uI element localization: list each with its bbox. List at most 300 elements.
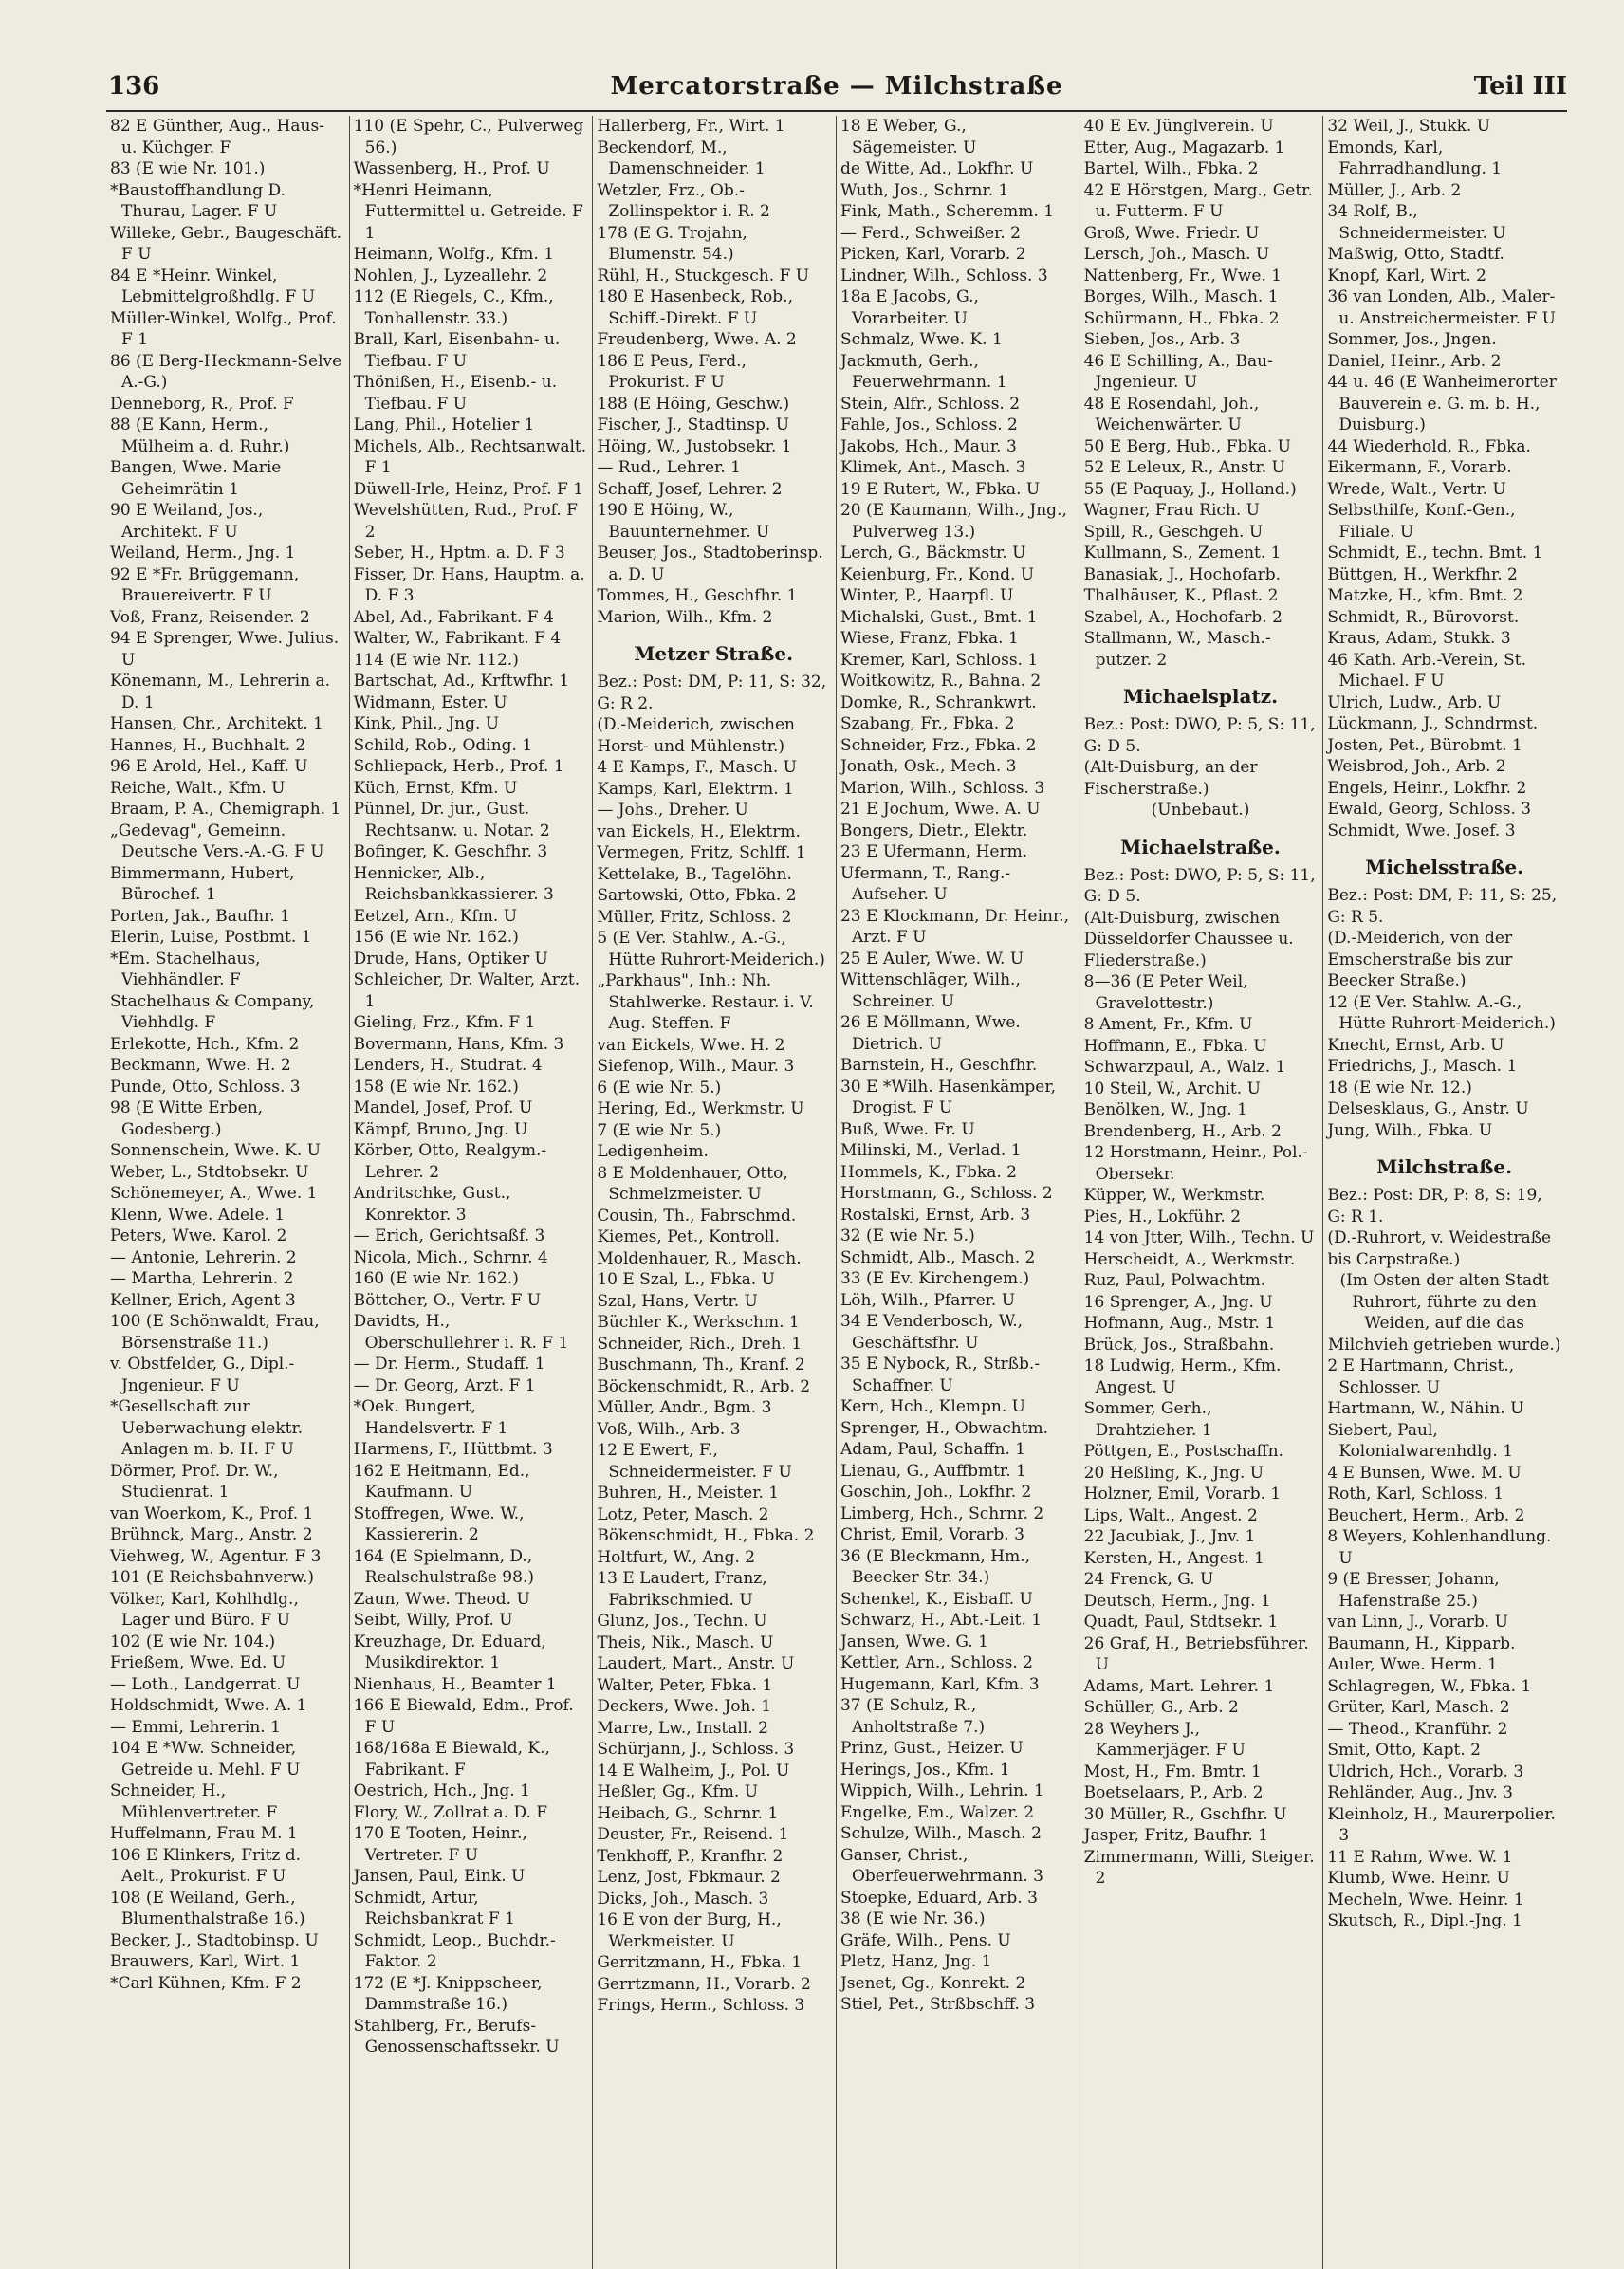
directory-entry: Goschin, Joh., Lokfhr. 2 xyxy=(840,1483,1032,1502)
directory-entry: 40 E Ev. Jünglverein. U xyxy=(1083,117,1274,136)
directory-entry: — Emmi, Lehrerin. 1 xyxy=(110,1717,281,1737)
directory-entry: Hannes, H., Buchhalt. 2 xyxy=(110,735,306,755)
directory-entry: Maßwig, Otto, Stadtf. xyxy=(1327,245,1504,264)
directory-entry: Stachelhaus & Company, Viehhdlg. F xyxy=(110,991,320,1032)
directory-entry: Lenders, H., Studrat. 4 xyxy=(353,1056,543,1075)
directory-entry: 84 E *Heinr. Winkel, Lebmittelgroßhdlg. F U xyxy=(110,266,316,306)
directory-entry: Stein, Alfr., Schloss. 2 xyxy=(840,394,1021,414)
directory-entry: Most, H., Fm. Bmtr. 1 xyxy=(1083,1762,1262,1781)
directory-entry: Rostalski, Ernst, Arb. 3 xyxy=(840,1205,1031,1225)
directory-entry: Sprenger, H., Obwachtm. xyxy=(840,1418,1049,1438)
directory-entry: Müller, J., Arb. 2 xyxy=(1327,180,1462,200)
directory-entry: 102 (E wie Nr. 104.) xyxy=(110,1632,276,1651)
directory-entry: Jackmuth, Gerh., Feuerwehrmann. 1 xyxy=(840,351,1007,392)
directory-entry: Quadt, Paul, Stdtsekr. 1 xyxy=(1083,1613,1279,1632)
directory-entry: van Eickels, Wwe. H. 2 xyxy=(597,1035,785,1055)
directory-entry: Jakobs, Hch., Maur. 3 xyxy=(840,436,1017,456)
directory-entry: Sommer, Jos., Jngen. xyxy=(1327,330,1497,349)
directory-entry: Schönemeyer, A., Wwe. 1 xyxy=(110,1184,318,1203)
directory-entry: Schild, Rob., Oding. 1 xyxy=(353,735,533,755)
directory-entry: Lips, Walt., Angest. 2 xyxy=(1083,1505,1258,1525)
directory-entry: Emonds, Karl, Fahrradhandlung. 1 xyxy=(1327,138,1503,178)
directory-entry: Kreuzhage, Dr. Eduard, Musikdirektor. 1 xyxy=(353,1632,552,1672)
directory-entry: 26 Graf, H., Betriebsführer. U xyxy=(1083,1633,1315,1674)
directory-entry: 12 E Ewert, F., Schneidermeister. F U xyxy=(597,1441,792,1482)
directory-entry: Widmann, Ester. U xyxy=(353,692,508,712)
directory-entry: — Antonie, Lehrerin. 2 xyxy=(110,1247,297,1267)
directory-entry: Bongers, Dietr., Elektr. xyxy=(840,821,1028,840)
directory-entry: 35 E Nybock, R., Strßb.-Schaffner. U xyxy=(840,1355,1041,1395)
directory-entry: 82 E Günther, Aug., Haus- u. Küchger. F xyxy=(110,117,330,157)
directory-entry: Adam, Paul, Schaffn. 1 xyxy=(840,1440,1026,1459)
directory-entry: Sartowski, Otto, Fbka. 2 xyxy=(597,886,797,905)
directory-entry: Szabel, A., Hochofarb. 2 xyxy=(1083,607,1283,627)
directory-entry: Baumann, H., Kipparb. xyxy=(1327,1633,1516,1653)
directory-entry: 32 (E wie Nr. 5.) xyxy=(840,1227,975,1245)
directory-entry: 2 E Hartmann, Christ., Schlosser. U xyxy=(1327,1356,1520,1397)
directory-entry: Küch, Ernst, Kfm. U xyxy=(353,778,518,798)
directory-entry: 178 (E G. Trojahn, Blumenstr. 54.) xyxy=(597,223,753,264)
directory-entry: *Oek. Bungert, Handelsvertr. F 1 xyxy=(353,1397,508,1438)
street-note: Bez.: Post: DM, P: 11, S: 32, G: R 2. xyxy=(597,673,832,713)
directory-entry: Picken, Karl, Vorarb. 2 xyxy=(840,245,1026,264)
directory-entry: Stiel, Pet., Strßbschff. 3 xyxy=(840,1995,1036,2014)
directory-entry: 18 (E wie Nr. 12.) xyxy=(1327,1078,1472,1098)
street-heading: Michaelsplatz. xyxy=(1122,685,1279,708)
directory-entry: Kullmann, S., Zement. 1 xyxy=(1083,544,1282,563)
directory-entry: 106 E Klinkers, Fritz d. Aelt., Prokurist. F U xyxy=(110,1845,306,1886)
directory-entry: 12 (E Ver. Stahlw. A.-G., Hütte Ruhrort-Meiderich.) xyxy=(1327,992,1556,1033)
directory-entry: Deutsch, Herm., Jng. 1 xyxy=(1083,1591,1271,1611)
directory-entry: 32 Weil, J., Stukk. U xyxy=(1327,117,1491,136)
directory-entry: Adams, Mart. Lehrer. 1 xyxy=(1083,1676,1275,1696)
directory-entry: Frießem, Wwe. Ed. U xyxy=(110,1653,286,1672)
directory-entry: Auler, Wwe. Herm. 1 xyxy=(1327,1655,1498,1674)
directory-entry: Nohlen, J., Lyzeallehr. 2 xyxy=(353,266,548,286)
directory-entry: Heimann, Wolfg., Kfm. 1 xyxy=(353,245,555,264)
directory-entry: Kersten, H., Angest. 1 xyxy=(1083,1548,1264,1568)
street-note: Bez.: Post: DWO, P: 5, S: 11, G: D 5. xyxy=(1083,715,1321,756)
directory-entry: Lindner, Wilh., Schloss. 3 xyxy=(840,266,1048,286)
directory-entry: 110 (E Spehr, C., Pulverweg 56.) xyxy=(353,117,589,157)
directory-entry: 46 E Schilling, A., Bau-Jngenieur. U xyxy=(1083,351,1273,392)
directory-entry: Andritschke, Gust., Konrektor. 3 xyxy=(353,1184,516,1225)
directory-entry: Frings, Herm., Schloss. 3 xyxy=(597,1996,805,2015)
directory-entry: Schüller, G., Arb. 2 xyxy=(1083,1698,1239,1717)
directory-entry: Bökenschmidt, H., Fbka. 2 xyxy=(597,1526,815,1545)
directory-entry: Michels, Alb., Rechtsanwalt. F 1 xyxy=(353,436,592,477)
street-note: (Unbebaut.) xyxy=(1151,801,1250,820)
directory-entry: Hugemann, Karl, Kfm. 3 xyxy=(840,1674,1040,1694)
directory-entry: Schulze, Wilh., Masch. 2 xyxy=(840,1824,1042,1843)
directory-entry: Stoffregen, Wwe. W., Kassiererin. 2 xyxy=(353,1503,529,1544)
directory-entry: 14 von Jtter, Wilh., Techn. U xyxy=(1083,1228,1315,1247)
directory-entry: Buß, Wwe. Fr. U xyxy=(840,1119,975,1139)
directory-entry: 34 E Venderbosch, W., Geschäftsfhr. U xyxy=(840,1312,1028,1353)
directory-entry: Stallmann, W., Masch.-putzer. 2 xyxy=(1083,629,1271,670)
directory-entry: Banasiak, J., Hochofarb. xyxy=(1083,564,1282,584)
directory-entry: 23 E Klockmann, Dr. Heinr., Arzt. F U xyxy=(840,906,1075,947)
directory-entry: 10 E Szal, L., Fbka. U xyxy=(597,1270,775,1289)
directory-entry: Rühl, H., Stuckgesch. F U xyxy=(597,266,810,286)
directory-entry: Lotz, Peter, Masch. 2 xyxy=(597,1504,769,1524)
street-note: Bez.: Post: DM, P: 11, S: 25, G: R 5. xyxy=(1327,886,1562,927)
directory-entry: Ruz, Paul, Polwachtm. xyxy=(1083,1271,1266,1290)
directory-entry: Marre, Lw., Install. 2 xyxy=(597,1718,768,1738)
directory-entry: 8 Weyers, Kohlenhandlung. U xyxy=(1327,1527,1557,1568)
directory-entry: 48 E Rosendahl, Joh., Weichenwärter. U xyxy=(1083,394,1264,434)
directory-entry: — Johs., Dreher. U xyxy=(597,801,748,820)
directory-entry: Spill, R., Geschgeh. U xyxy=(1083,522,1264,542)
directory-entry: 19 E Rutert, W., Fbka. U xyxy=(840,479,1041,499)
directory-entry: Schlagregen, W., Fbka. 1 xyxy=(1327,1676,1532,1696)
directory-entry: Moldenhauer, R., Masch. xyxy=(597,1248,802,1268)
directory-entry: Nicola, Mich., Schrnr. 4 xyxy=(353,1247,548,1267)
directory-entry: Voß, Franz, Reisender. 2 xyxy=(110,607,310,627)
directory-entry: Vermegen, Fritz, Schlff. 1 xyxy=(597,843,806,862)
directory-entry: Michalski, Gust., Bmt. 1 xyxy=(840,607,1038,627)
directory-entry: *Baustoffhandlung D. Thurau, Lager. F U xyxy=(110,180,291,221)
directory-entry: Hommels, K., Fbka. 2 xyxy=(840,1162,1017,1182)
directory-entry: Sommer, Gerh., Drahtzieher. 1 xyxy=(1083,1399,1217,1440)
directory-entry: Brühnck, Marg., Anstr. 2 xyxy=(110,1525,313,1544)
directory-entry: Ulrich, Ludw., Arb. U xyxy=(1327,692,1502,712)
directory-entry: Jasper, Fritz, Baufhr. 1 xyxy=(1083,1826,1268,1845)
directory-entry: Kellner, Erich, Agent 3 xyxy=(110,1290,296,1310)
directory-entry: Schmidt, R., Bürovorst. xyxy=(1327,607,1520,627)
directory-entry: 33 (E Ev. Kirchengem.) xyxy=(840,1269,1030,1288)
directory-entry: Lerch, G., Bäckmstr. U xyxy=(840,544,1026,563)
directory-entry: Tenkhoff, P., Kranfhr. 2 xyxy=(597,1846,784,1866)
directory-entry: Oestrich, Hch., Jng. 1 xyxy=(353,1781,530,1800)
column-3 xyxy=(593,116,837,2269)
directory-entry: 98 (E Witte Erben, Godesberg.) xyxy=(110,1098,268,1139)
directory-entry: — Martha, Lehrerin. 2 xyxy=(110,1269,294,1288)
directory-entry: Brall, Karl, Eisenbahn- u. Tiefbau. F U xyxy=(353,330,565,371)
directory-entry: Winter, P., Haarpfl. U xyxy=(840,586,1014,605)
directory-entry: Schmidt, E., techn. Bmt. 1 xyxy=(1327,544,1543,563)
directory-entry: Benölken, W., Jng. 1 xyxy=(1083,1100,1247,1119)
directory-entry: 36 van Londen, Alb., Maler- u. Anstreichermeister. F U xyxy=(1327,287,1560,328)
directory-entry: Davidts, H., Oberschullehrer i. R. F 1 xyxy=(353,1312,569,1353)
directory-entry: Wetzler, Frz., Ob.-Zollinspektor i. R. 2 xyxy=(597,180,770,221)
street-heading: Metzer Straße. xyxy=(634,642,794,665)
directory-entry: Huffelmann, Frau M. 1 xyxy=(110,1824,298,1843)
directory-entry: Lückmann, J., Schndrmst. xyxy=(1327,714,1539,733)
directory-entry: Nienhaus, H., Beamter 1 xyxy=(353,1674,557,1694)
directory-entry: 88 (E Kann, Herm., Mülheim a. d. Ruhr.) xyxy=(110,415,290,456)
directory-entry: 16 E von der Burg, H., Werkmeister. U xyxy=(597,1910,787,1951)
directory-entry: Tommes, H., Geschfhr. 1 xyxy=(597,586,798,605)
directory-entry: Szabang, Fr., Fbka. 2 xyxy=(840,714,1015,733)
directory-entry: Bofinger, K. Geschfhr. 3 xyxy=(353,842,548,861)
directory-entry: Pünnel, Dr. jur., Gust. Rechtsanw. u. Notar. 2 xyxy=(353,800,550,840)
directory-entry: Jansen, Paul, Eink. U xyxy=(353,1867,526,1886)
directory-entry: Roth, Karl, Schloss. 1 xyxy=(1327,1485,1504,1503)
directory-entry: Kämpf, Bruno, Jng. U xyxy=(353,1119,528,1139)
directory-entry: Schmidt, Wwe. Josef. 3 xyxy=(1327,821,1516,840)
directory-entry: Jansen, Wwe. G. 1 xyxy=(840,1632,988,1651)
directory-entry: Beuchert, Herm., Arb. 2 xyxy=(1327,1505,1525,1525)
directory-entry: Holzner, Emil, Vorarb. 1 xyxy=(1083,1485,1282,1503)
directory-entry: Weisbrod, Joh., Arb. 2 xyxy=(1327,757,1506,776)
directory-entry: 160 (E wie Nr. 162.) xyxy=(353,1269,519,1288)
directory-entry: 164 (E Spielmann, D., Realschulstraße 98.) xyxy=(353,1546,538,1587)
directory-entry: Siefenop, Wilh., Maur. 3 xyxy=(597,1057,795,1076)
directory-entry: Kleinholz, H., Maurerpolier. 3 xyxy=(1327,1804,1561,1845)
directory-entry: Müller, Andr., Bgm. 3 xyxy=(597,1398,772,1417)
directory-entry: Schmidt, Artur, Reichsbankrat F 1 xyxy=(353,1888,515,1928)
directory-entry: Pletz, Hanz, Jng. 1 xyxy=(840,1952,992,1971)
directory-entry: Glunz, Jos., Techn. U xyxy=(597,1612,767,1631)
directory-entry: Limberg, Hch., Schrnr. 2 xyxy=(840,1503,1044,1523)
directory-entry: Zaun, Wwe. Theod. U xyxy=(353,1589,530,1609)
directory-entry: Uldrich, Hch., Vorarb. 3 xyxy=(1327,1762,1524,1781)
directory-entry: Schneider, Frz., Fbka. 2 xyxy=(840,735,1037,755)
directory-entry: Büchler K., Werkschm. 1 xyxy=(597,1313,800,1332)
directory-entry: Deckers, Wwe. Joh. 1 xyxy=(597,1697,772,1716)
directory-entry: Viehweg, W., Agentur. F 3 xyxy=(110,1546,322,1566)
directory-entry: 172 (E *J. Knippscheer, Dammstraße 16.) xyxy=(353,1973,547,2014)
directory-entry: Knecht, Ernst, Arb. U xyxy=(1327,1035,1504,1055)
directory-entry: Löh, Wilh., Pfarrer. U xyxy=(840,1290,1016,1310)
directory-entry: Barnstein, H., Geschfhr. xyxy=(840,1056,1038,1075)
directory-entry: Hennicker, Alb., Reichsbankkassierer. 3 xyxy=(353,863,554,904)
directory-entry: Jsenet, Gg., Konrekt. 2 xyxy=(840,1973,1026,1993)
directory-entry: Dicks, Joh., Masch. 3 xyxy=(597,1889,769,1909)
directory-entry: Beckmann, Wwe. H. 2 xyxy=(110,1056,291,1075)
directory-entry: Willeke, Gebr., Baugeschäft. F U xyxy=(110,223,347,264)
directory-entry: Wiese, Franz, Fbka. 1 xyxy=(840,629,1019,648)
directory-entry: Kettler, Arn., Schloss. 2 xyxy=(840,1653,1033,1672)
directory-entry: 6 (E wie Nr. 5.) xyxy=(597,1078,722,1098)
page-number: 136 xyxy=(108,72,160,101)
directory-entry: Beckendorf, M., Damenschneider. 1 xyxy=(597,138,766,178)
directory-entry: Ganser, Christ., Oberfeuerwehrmann. 3 xyxy=(840,1845,1043,1886)
directory-entry: Schwarz, H., Abt.-Leit. 1 xyxy=(840,1611,1043,1630)
directory-entry: 158 (E wie Nr. 162.) xyxy=(353,1077,519,1097)
directory-entry: 18 Ludwig, Herm., Kfm. Angest. U xyxy=(1083,1356,1286,1397)
directory-entry: 108 (E Weiland, Gerh., Blumenthalstraße 16.) xyxy=(110,1888,305,1928)
directory-entry: 18a E Jacobs, G., Vorarbeiter. U xyxy=(840,287,985,328)
directory-entry: 46 Kath. Arb.-Verein, St. Michael. F U xyxy=(1327,650,1532,691)
directory-entry: 12 Horstmann, Heinr., Pol.-Obersekr. xyxy=(1083,1143,1308,1184)
directory-entry: 30 Müller, R., Gschfhr. U xyxy=(1083,1804,1287,1824)
page-header xyxy=(106,68,1567,112)
directory-entry: 42 E Hörstgen, Marg., Getr. u. Futterm. F U xyxy=(1083,180,1319,221)
directory-entry: 101 (E Reichsbahnverw.) xyxy=(110,1568,315,1587)
street-note: (D.-Meiderich, zwischen Horst- und Mühlenstr.) xyxy=(597,715,801,756)
directory-entry: Porten, Jak., Baufhr. 1 xyxy=(110,906,290,926)
directory-entry: Thalhäuser, K., Pflast. 2 xyxy=(1083,586,1279,605)
directory-entry: Lersch, Joh., Masch. U xyxy=(1083,245,1270,264)
directory-entry: Bovermann, Hans, Kfm. 3 xyxy=(353,1034,564,1054)
directory-entry: Wrede, Walt., Vertr. U xyxy=(1327,479,1506,499)
directory-entry: Büttgen, H., Werkfhr. 2 xyxy=(1327,564,1518,584)
directory-entry: Heibach, G., Schrnr. 1 xyxy=(597,1803,779,1823)
directory-entry: Gerritzmann, H., Fbka. 1 xyxy=(597,1953,803,1972)
directory-entry: 24 Frenck, G. U xyxy=(1083,1570,1214,1589)
directory-entry: Wittenschläger, Wilh., Schreiner. U xyxy=(840,970,1026,1011)
directory-entry: 114 (E wie Nr. 112.) xyxy=(353,650,519,670)
street-note: (Im Osten der alten Stadt Ruhrort, führte zu den Weiden, auf die das Milchvieh getrieben wurde.) xyxy=(1327,1271,1561,1355)
directory-entry: Lenz, Jost, Fbkmaur. 2 xyxy=(597,1868,781,1887)
directory-entry: 83 (E wie Nr. 101.) xyxy=(110,159,266,178)
directory-entry: 30 E *Wilh. Hasenkämper, Drogist. F U xyxy=(840,1077,1061,1117)
directory-entry: Boetselaars, P., Arb. 2 xyxy=(1083,1783,1264,1802)
directory-entry: Drude, Hans, Optiker U xyxy=(353,949,548,968)
directory-entry: Bimmermann, Hubert, Bürochef. 1 xyxy=(110,863,300,904)
directory-entry: — Dr. Herm., Studaff. 1 xyxy=(353,1355,545,1374)
directory-entry: Engels, Heinr., Lokfhr. 2 xyxy=(1327,778,1527,798)
directory-entry: Schürjann, J., Schloss. 3 xyxy=(597,1740,795,1759)
directory-entry: 94 E Sprenger, Wwe. Julius. U xyxy=(110,629,344,670)
directory-entry: Könemann, M., Lehrerin a. D. 1 xyxy=(110,672,336,712)
directory-entry: Delsesklaus, G., Anstr. U xyxy=(1327,1099,1529,1118)
directory-entry: Kern, Hch., Klempn. U xyxy=(840,1397,1025,1416)
directory-entry: 92 E *Fr. Brüggemann, Brauereivertr. F U xyxy=(110,564,304,605)
directory-entry: Wippich, Wilh., Lehrin. 1 xyxy=(840,1781,1044,1800)
directory-entry: Müller-Winkel, Wolfg., Prof. F 1 xyxy=(110,308,342,349)
directory-entry: Schmidt, Alb., Masch. 2 xyxy=(840,1247,1036,1267)
directory-entry: 188 (E Höing, Geschw.) xyxy=(597,394,790,414)
directory-entry: Lienau, G., Auffbmtr. 1 xyxy=(840,1461,1026,1481)
street-heading: Michaelstraße. xyxy=(1120,835,1281,858)
directory-entry: Denneborg, R., Prof. F xyxy=(110,394,294,414)
directory-entry: Schwarzpaul, A., Walz. 1 xyxy=(1083,1058,1286,1077)
directory-entry: 8 E Moldenhauer, Otto, Schmelzmeister. U xyxy=(597,1163,794,1204)
directory-entry: 44 Wiederhold, R., Fbka. xyxy=(1327,436,1531,456)
directory-entry: Engelke, Em., Walzer. 2 xyxy=(840,1802,1035,1822)
directory-entry: 9 (E Bresser, Johann, Hafenstraße 25.) xyxy=(1327,1570,1505,1611)
directory-entry: Herscheidt, A., Werkmstr. xyxy=(1083,1249,1296,1269)
directory-entry: 38 (E wie Nr. 36.) xyxy=(840,1909,986,1928)
directory-entry: Siebert, Paul, Kolonialwarenhdlg. 1 xyxy=(1327,1420,1514,1461)
directory-entry: Jung, Wilh., Fbka. U xyxy=(1327,1120,1493,1140)
directory-entry: 23 E Ufermann, Herm. xyxy=(840,842,1028,861)
directory-entry: 52 E Leleux, R., Anstr. U xyxy=(1083,458,1285,477)
directory-entry: Horstmann, G., Schloss. 2 xyxy=(840,1184,1053,1203)
directory-entry: Brendenberg, H., Arb. 2 xyxy=(1083,1121,1282,1141)
directory-entry: Hansen, Chr., Architekt. 1 xyxy=(110,714,323,733)
directory-entry: Brück, Jos., Straßbahn. xyxy=(1083,1335,1275,1355)
directory-entry: Düwell-Irle, Heinz, Prof. F 1 xyxy=(353,479,583,499)
directory-entry: Schenkel, K., Eisbaff. U xyxy=(840,1589,1033,1609)
directory-entry: — Rud., Lehrer. 1 xyxy=(597,458,741,477)
directory-entry: Fink, Math., Scheremm. 1 xyxy=(840,202,1055,221)
directory-entry: Mandel, Josef, Prof. U xyxy=(353,1098,533,1117)
directory-entry: Fisser, Dr. Hans, Hauptm. a. D. F 3 xyxy=(353,564,591,605)
directory-entry: Hofmann, Aug., Mstr. 1 xyxy=(1083,1314,1276,1333)
directory-entry: Abel, Ad., Fabrikant. F 4 xyxy=(353,607,554,627)
directory-entry: Jonath, Osk., Mech. 3 xyxy=(840,757,1017,776)
directory-entry: Höing, W., Justobsekr. 1 xyxy=(597,436,792,456)
directory-entry: 13 E Laudert, Franz, Fabrikschmied. U xyxy=(597,1569,773,1610)
directory-entry: 90 E Weiland, Jos., Architekt. F U xyxy=(110,501,268,542)
directory-entry: Wevelshütten, Rud., Prof. F 2 xyxy=(353,501,583,542)
directory-entry: Groß, Wwe. Friedr. U xyxy=(1083,223,1260,243)
directory-entry: Walter, Peter, Fbka. 1 xyxy=(597,1675,773,1695)
directory-entry: Grüter, Karl, Masch. 2 xyxy=(1327,1698,1510,1717)
directory-entry: Prinz, Gust., Heizer. U xyxy=(840,1739,1024,1758)
directory-entry: Stahlberg, Fr., Berufs-Genossenschaftssekr. U xyxy=(353,2016,560,2057)
directory-entry: Woitkowitz, R., Bahna. 2 xyxy=(840,672,1042,691)
directory-entry: Pöttgen, E., Postschaffn. xyxy=(1083,1442,1283,1461)
column-2 xyxy=(350,116,594,2269)
directory-entry: Kremer, Karl, Schloss. 1 xyxy=(840,650,1039,670)
directory-entry: Elerin, Luise, Postbmt. 1 xyxy=(110,928,312,947)
directory-entry: 26 E Möllmann, Wwe. Dietrich. U xyxy=(840,1013,1026,1054)
directory-entry: 36 (E Bleckmann, Hm., Beecker Str. 34.) xyxy=(840,1546,1036,1587)
directory-entry: 14 E Walheim, J., Pol. U xyxy=(597,1761,790,1780)
directory-entry: Matzke, H., kfm. Bmt. 2 xyxy=(1327,586,1523,605)
directory-entry: 96 E Arold, Hel., Kaff. U xyxy=(110,757,308,776)
directory-entry: Punde, Otto, Schloss. 3 xyxy=(110,1077,301,1097)
directory-entry: Cousin, Th., Fabrschmd. xyxy=(597,1206,797,1226)
directory-entry: Zimmermann, Willi, Steiger. 2 xyxy=(1083,1847,1320,1888)
directory-entry: Fischer, J., Stadtinsp. U xyxy=(597,415,790,434)
directory-entry: Friedrichs, J., Masch. 1 xyxy=(1327,1057,1518,1076)
directory-entry: 186 E Peus, Ferd., Prokurist. F U xyxy=(597,351,752,392)
directory-entry: *Gesellschaft zur Ueberwachung elektr. Anlagen m. b. H. F U xyxy=(110,1397,308,1459)
directory-entry: — Theod., Kranführ. 2 xyxy=(1327,1719,1508,1739)
directory-columns xyxy=(106,116,1567,2269)
directory-entry: 5 (E Ver. Stahlw., A.-G., Hütte Ruhrort-Meiderich.) xyxy=(597,929,825,969)
directory-entry: Hering, Ed., Werkmstr. U xyxy=(597,1099,804,1118)
directory-entry: Bartschat, Ad., Krftwfhr. 1 xyxy=(353,672,570,691)
directory-entry: Eikermann, F., Vorarb. xyxy=(1327,458,1512,477)
directory-entry: Hallerberg, Fr., Wirt. 1 xyxy=(597,117,785,136)
street-heading: Milchstraße. xyxy=(1376,1155,1513,1178)
directory-entry: Wassenberg, H., Prof. U xyxy=(353,159,550,178)
directory-entry: 8—36 (E Peter Weil, Gravelottestr.) xyxy=(1083,972,1253,1013)
directory-entry: Schleicher, Dr. Walter, Arzt. 1 xyxy=(353,970,585,1011)
directory-entry: Becker, J., Stadtobinsp. U xyxy=(110,1930,319,1950)
street-note: (Alt-Duisburg, an der Fischerstraße.) xyxy=(1083,758,1263,799)
directory-entry: Milinski, M., Verlad. 1 xyxy=(840,1141,1022,1160)
directory-entry: Deuster, Fr., Reisend. 1 xyxy=(597,1825,789,1844)
directory-entry: 25 E Auler, Wwe. W. U xyxy=(840,949,1024,968)
directory-entry: Klumb, Wwe. Heinr. U xyxy=(1327,1869,1510,1888)
directory-entry: Marion, Wilh., Kfm. 2 xyxy=(597,607,773,627)
directory-entry: Walter, W., Fabrikant. F 4 xyxy=(353,629,562,648)
directory-entry: 28 Weyhers J., Kammerjäger. F U xyxy=(1083,1719,1246,1760)
street-note: (D.-Ruhrort, v. Weidestraße bis Carpstraße.) xyxy=(1327,1228,1557,1269)
directory-entry: 104 E *Ww. Schneider, Getreide u. Mehl. F U xyxy=(110,1739,302,1780)
directory-entry: — Erich, Gerichtsaßf. 3 xyxy=(353,1227,545,1245)
directory-entry: 37 (E Schulz, R., Anholtstraße 7.) xyxy=(840,1696,986,1737)
directory-entry: Seber, H., Hptm. a. D. F 3 xyxy=(353,544,565,563)
directory-entry: „Gedevag", Gemeinn. Deutsche Vers.-A.-G. F U xyxy=(110,821,324,861)
directory-entry: Borges, Wilh., Masch. 1 xyxy=(1083,287,1279,306)
directory-entry: Gräfe, Wilh., Pens. U xyxy=(840,1930,1011,1950)
directory-entry: Sieben, Jos., Arb. 3 xyxy=(1083,330,1241,349)
street-heading: Michelsstraße. xyxy=(1365,856,1524,878)
directory-entry: 50 E Berg, Hub., Fbka. U xyxy=(1083,436,1291,456)
directory-entry: Keienburg, Fr., Kond. U xyxy=(840,564,1035,584)
directory-entry: *Carl Kühnen, Kfm. F 2 xyxy=(110,1973,302,1993)
directory-entry: Wuth, Jos., Schrnr. 1 xyxy=(840,180,1009,200)
directory-entry: Theis, Nik., Masch. U xyxy=(597,1633,774,1652)
directory-entry: Knopf, Karl, Wirt. 2 xyxy=(1327,266,1486,286)
directory-entry: Skutsch, R., Dipl.-Jng. 1 xyxy=(1327,1911,1522,1930)
directory-entry: 180 E Hasenbeck, Rob., Schiff.-Direkt. F U xyxy=(597,287,799,328)
directory-entry: 18 E Weber, G., Sägemeister. U xyxy=(840,117,977,157)
directory-entry: Kettelake, B., Tagelöhn. xyxy=(597,864,792,884)
directory-entry: Reiche, Walt., Kfm. U xyxy=(110,778,286,798)
street-note: (D.-Meiderich, von der Emscherstraße bis zur Beecker Straße.) xyxy=(1327,929,1518,990)
directory-entry: Hoffmann, E., Fbka. U xyxy=(1083,1036,1267,1056)
